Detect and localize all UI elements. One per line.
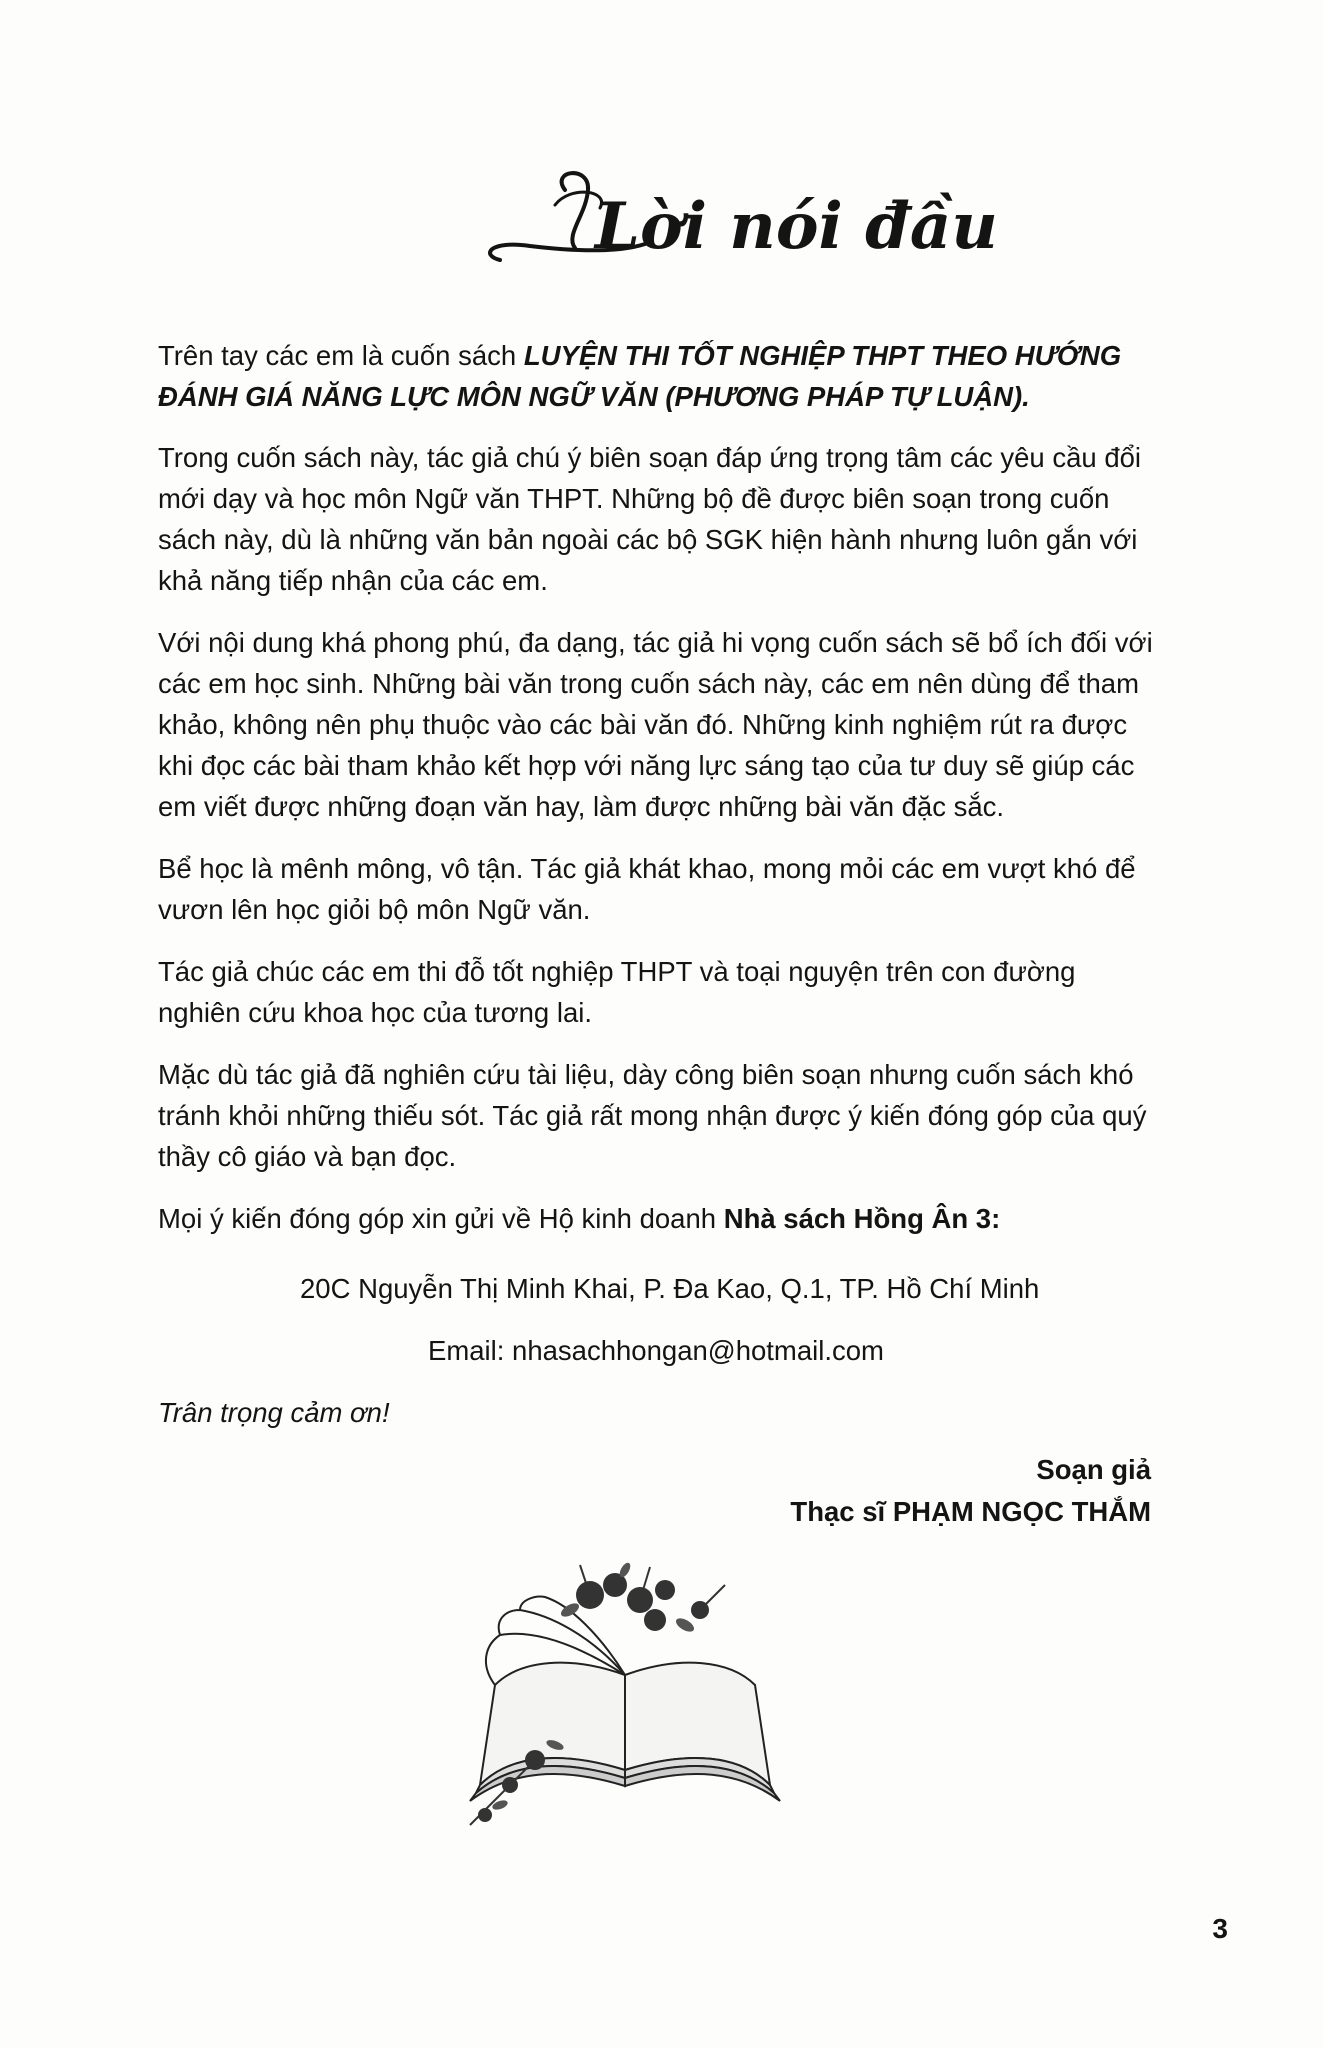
book-title: LUYỆN THI TỐT NGHIỆP THPT THEO HƯỚNG ĐÁNH GIÁ NĂNG LỰC MÔN NGỮ VĂN (PHƯƠNG PHÁP TỰ LUẬN). (158, 340, 1122, 412)
contact-prefix: Mọi ý kiến đóng góp xin gửi về Hộ kinh doanh (158, 1203, 724, 1234)
signature-role: Soạn giả (1036, 1454, 1151, 1485)
page-title (470, 160, 998, 280)
title-text: Lời nói đầu (595, 189, 998, 264)
contact-address: 20C Nguyễn Thị Minh Khai, P. Đa Kao, Q.1, TP. Hồ Chí Minh (300, 1273, 1040, 1304)
paragraph-3: Bể học là mênh mông, vô tận. Tác giả khát khao, mong mỏi các em vượt khó để vươn lên học giỏi bộ môn Ngữ văn. (158, 853, 1136, 925)
contact-email: Email: nhasachhongan@hotmail.com (428, 1335, 884, 1366)
business-name: Nhà sách Hồng Ân 3: (723, 1203, 1001, 1234)
thanks-line: Trân trọng cảm ơn! (158, 1397, 390, 1428)
signature-name: Thạc sĩ PHẠM NGỌC THẮM (790, 1496, 1151, 1527)
intro-paragraph (158, 335, 1158, 417)
contact-paragraph (158, 1198, 1158, 1239)
preface-body (158, 335, 1158, 1260)
paragraph-5: Mặc dù tác giả đã nghiên cứu tài liệu, dày công biên soạn nhưng cuốn sách khó tránh khỏi những thiếu sót. Tác giả rất mong nhận được ý kiến đóng góp của quý thầy cô giáo và bạn đọc. (158, 1059, 1147, 1172)
title-calligraphy (470, 160, 998, 280)
paragraph-4: Tác giả chúc các em thi đỗ tốt nghiệp THPT và toại nguyện trên con đường nghiên cứu khoa học của tương lai. (158, 956, 1076, 1028)
paragraph-1: Trong cuốn sách này, tác giả chú ý biên soạn đáp ứng trọng tâm các yêu cầu đổi mới dạy và học môn Ngữ văn THPT. Những bộ đề được biên soạn trong cuốn sách này, dù là những văn bản ngoài các bộ SGK hiện hành nhưng luôn gắn với khả năng tiếp nhận của các em. (158, 442, 1142, 596)
paragraph-2: Với nội dung khá phong phú, đa dạng, tác giả hi vọng cuốn sách sẽ bổ ích đối với các em học sinh. Những bài văn trong cuốn sách này, các em nên dùng để tham khảo, không nên phụ thuộc vào các bài văn đó. Những kinh nghiệm rút ra được khi đọc các bài tham khảo kết hợp với năng lực sáng tạo của tư duy sẽ giúp các em viết được những đoạn văn hay, làm được những bài văn đặc sắc. (158, 627, 1153, 822)
open-book-with-flowers-icon (440, 1555, 820, 1855)
intro-prefix: Trên tay các em là cuốn sách (158, 340, 524, 371)
page-number: 3 (1212, 1913, 1228, 1944)
